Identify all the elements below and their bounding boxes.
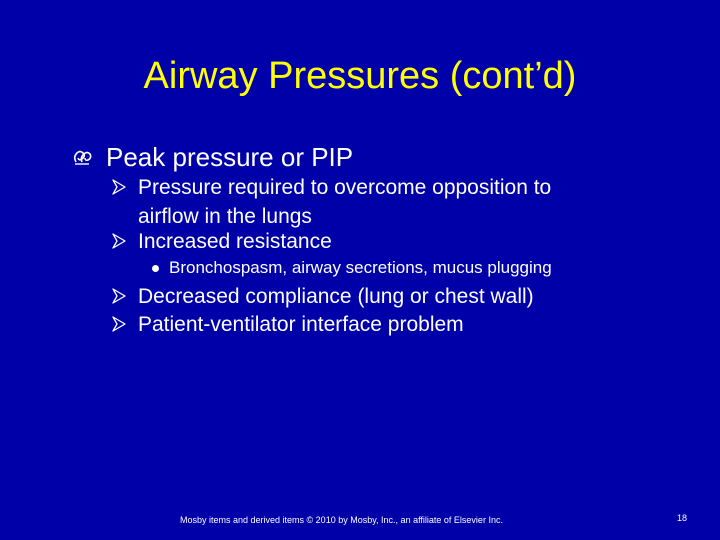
sub-bullet-3-text: Decreased compliance (lung or chest wall) (138, 285, 534, 308)
sub-bullet-4-text: Patient-ventilator interface problem (138, 313, 464, 336)
nested-bullet-text: Bronchospasm, airway secretions, mucus plugging (169, 258, 552, 277)
sub-bullet-2-text: Increased resistance (138, 230, 332, 253)
sub-bullet-1-text: Pressure required to overcome opposition to airflow in the lungs (138, 176, 552, 228)
slide-title: Airway Pressures (cont’d) (143, 55, 577, 97)
round-bullet-icon (152, 265, 159, 272)
copyright-footer: Mosby items and derived items © 2010 by Mosby, Inc., an affiliate of Elsevier Inc. (180, 515, 503, 525)
arrowhead-bullet-icon (112, 316, 126, 332)
arrowhead-bullet-icon (112, 179, 126, 195)
arrowhead-bullet-icon (112, 233, 126, 249)
page-number: 18 (677, 513, 688, 523)
main-bullet-text: Peak pressure or PIP (106, 142, 354, 172)
arrowhead-bullet-icon (112, 288, 126, 304)
flower-bullet-icon (72, 147, 92, 167)
